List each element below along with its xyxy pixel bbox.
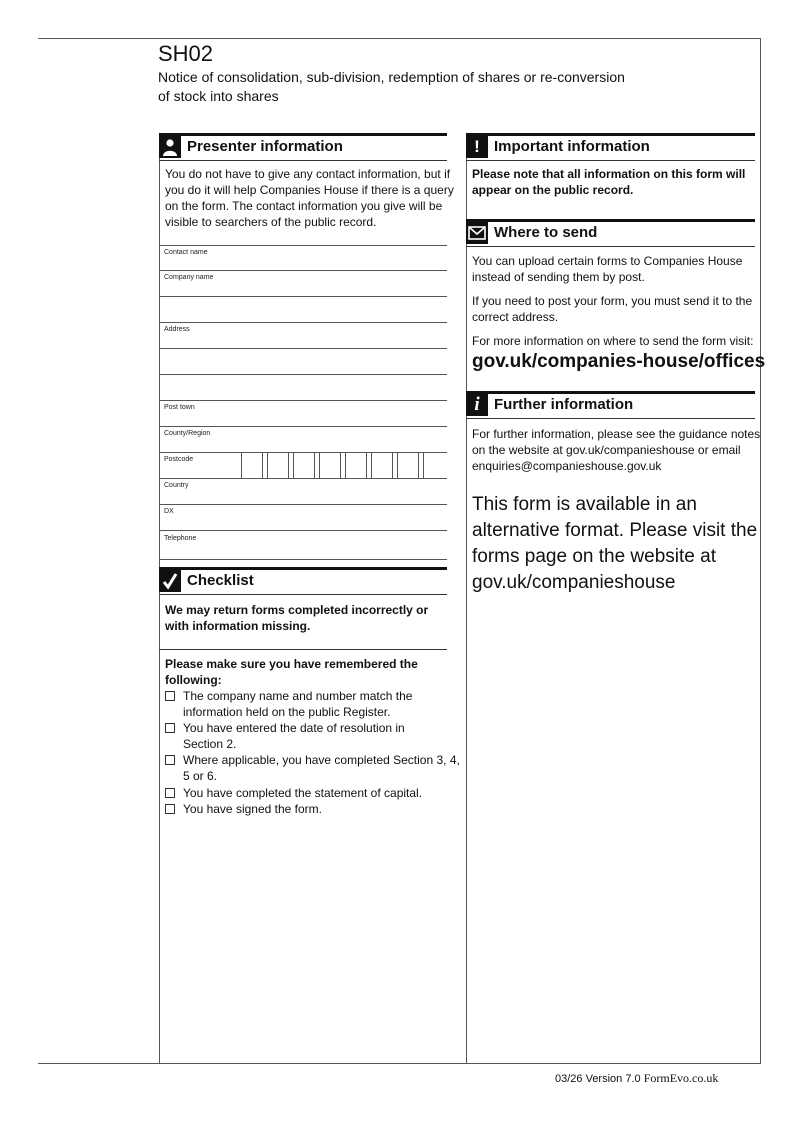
checklist-checkbox[interactable] <box>165 788 175 798</box>
checklist-divider <box>159 649 447 650</box>
presenter-title: Presenter information <box>187 138 343 155</box>
presenter-intro-1: You do not have to give any contact information, but if <box>165 167 451 181</box>
person-icon <box>159 136 181 158</box>
checklist-checkbox[interactable] <box>165 755 175 765</box>
further-rule <box>466 418 755 419</box>
important-rule <box>466 160 755 161</box>
address-label: Address <box>164 326 190 333</box>
presenter-intro-2: you do it will help Companies House if there is a query <box>165 183 454 197</box>
postcode-box[interactable] <box>371 453 393 478</box>
alt-format-line4: gov.uk/companieshouse <box>472 572 676 593</box>
important-line2: appear on the public record. <box>472 183 634 197</box>
right-border <box>760 38 761 1064</box>
checklist-item-4: You have completed the statement of capital. <box>183 786 423 800</box>
info-icon: i <box>466 394 488 416</box>
checklist-prompt-2: following: <box>165 673 222 687</box>
where-p1-line1: You can upload certain forms to Companies House <box>472 254 743 268</box>
post-town-field[interactable] <box>159 401 447 427</box>
where-p1-line2: instead of sending them by post. <box>472 270 645 284</box>
checklist-checkbox[interactable] <box>165 723 175 733</box>
checklist-item-3-line2: 5 or 6. <box>183 769 218 783</box>
checklist-item-2-line2: Section 2. <box>183 737 237 751</box>
presenter-rule <box>159 160 447 161</box>
address-field[interactable] <box>159 323 447 349</box>
postcode-box[interactable] <box>293 453 315 478</box>
country-label: Country <box>164 482 189 489</box>
postcode-box[interactable] <box>241 453 263 478</box>
checklist-checkbox[interactable] <box>165 804 175 814</box>
alt-format-line3: forms page on the website at <box>472 546 716 567</box>
further-header <box>466 391 755 416</box>
checklist-warning-2: with information missing. <box>165 619 311 633</box>
checklist-prompt-1: Please make sure you have remembered the <box>165 657 418 671</box>
contact-name-label: Contact name <box>164 249 208 256</box>
postcode-box[interactable] <box>397 453 419 478</box>
form-code: SH02 <box>158 41 214 66</box>
footer-brand: FormEvo.co.uk <box>643 1071 719 1085</box>
envelope-icon <box>466 222 488 244</box>
contact-name-field[interactable] <box>159 245 447 271</box>
where-p2-line2: correct address. <box>472 310 559 324</box>
exclamation-icon: ! <box>466 136 488 158</box>
important-header <box>466 133 755 158</box>
address-field-line3[interactable] <box>159 375 447 401</box>
where-to-send-header <box>466 219 755 244</box>
where-p2-line1: If you need to post your form, you must send it to the <box>472 294 753 308</box>
where-p3: For more information on where to send the form visit: <box>472 334 754 348</box>
where-to-send-rule <box>466 246 755 247</box>
company-name-field-line2[interactable] <box>159 297 447 323</box>
dx-field[interactable] <box>159 505 447 531</box>
company-name-field[interactable] <box>159 271 447 297</box>
post-town-label: Post town <box>164 404 195 411</box>
checklist-warning-1: We may return forms completed incorrectly or <box>165 603 429 617</box>
checklist-title: Checklist <box>187 572 254 589</box>
checklist-checkbox[interactable] <box>165 691 175 701</box>
company-name-label: Company name <box>164 274 214 281</box>
checklist-item-5: You have signed the form. <box>183 802 322 816</box>
postcode-box[interactable] <box>423 453 445 478</box>
top-border <box>38 38 761 39</box>
right-column-border <box>466 135 467 1063</box>
postcode-box[interactable] <box>267 453 289 478</box>
checklist-rule <box>159 594 447 595</box>
checklist-item-3-line1: Where applicable, you have completed Section 3, 4, <box>183 753 460 767</box>
postcode-box[interactable] <box>319 453 341 478</box>
dx-label: DX <box>164 508 174 515</box>
form-subtitle-line1: Notice of consolidation, sub-division, redemption of shares or re-conversion <box>158 69 625 85</box>
further-line1: For further information, please see the guidance notes <box>472 427 761 441</box>
postcode-label: Postcode <box>164 456 194 463</box>
checkmark-icon <box>159 570 181 592</box>
footer-version-text: 03/26 Version 7.0 <box>555 1073 641 1085</box>
further-line2: on the website at gov.uk/companieshouse or email <box>472 443 741 457</box>
bottom-border <box>38 1063 761 1064</box>
postcode-box[interactable] <box>345 453 367 478</box>
important-title: Important information <box>494 138 650 155</box>
further-line3: enquiries@companieshouse.gov.uk <box>472 459 662 473</box>
presenter-header <box>159 133 447 158</box>
address-field-line2[interactable] <box>159 349 447 375</box>
offices-link[interactable]: gov.uk/companies-house/offices <box>472 351 766 372</box>
presenter-intro-3: on the form. The contact information you give will be <box>165 199 443 213</box>
alt-format-line2: alternative format. Please visit the <box>472 520 758 541</box>
presenter-intro-4: visible to searchers of the public record. <box>165 215 377 229</box>
postcode-field[interactable] <box>159 453 447 479</box>
county-region-field[interactable] <box>159 427 447 453</box>
alt-format-line1: This form is available in an <box>472 494 697 515</box>
checklist-item-2-line1: You have entered the date of resolution in <box>183 721 405 735</box>
form-subtitle-line2: of stock into shares <box>158 88 279 104</box>
important-line1: Please note that all information on this form will <box>472 167 746 181</box>
checklist-header <box>159 567 447 592</box>
further-title: Further information <box>494 396 634 413</box>
country-field[interactable] <box>159 479 447 505</box>
where-to-send-title: Where to send <box>494 224 598 241</box>
checklist-item-1-line1: The company name and number match the <box>183 689 413 703</box>
county-region-label: County/Region <box>164 430 211 437</box>
checklist-item-1-line2: information held on the public Register. <box>183 705 391 719</box>
telephone-label: Telephone <box>164 535 197 542</box>
telephone-field[interactable] <box>159 532 447 560</box>
footer-version <box>555 1071 718 1086</box>
